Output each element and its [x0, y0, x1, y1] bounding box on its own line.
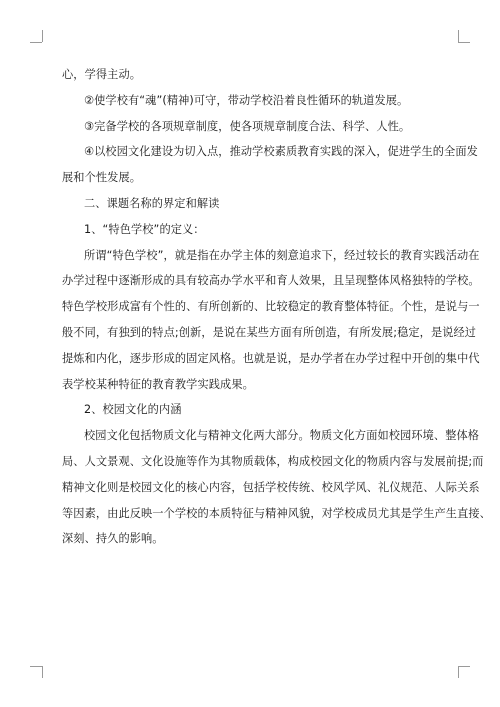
- text-line: 等因素，由此反映一个学校的本质特征与精神风貌，对学校成员尤其是学生产生直接、: [62, 506, 491, 520]
- crop-mark-bottom-right-h: [458, 666, 470, 667]
- text-line: ②使学校有“魂”(精神)可守，带动学校沿着良性循环的轨道发展。: [84, 93, 409, 107]
- subsection-heading: 1、“特色学校”的定义：: [84, 222, 205, 236]
- text-line: 深刻、持久的影响。: [62, 532, 164, 546]
- text-line: 特色学校形成富有个性的、有所创新的、比较稳定的教育整体特征。个性，是说与一: [62, 300, 480, 314]
- text-line: 办学过程中逐渐形成的具有较高办学水平和育人效果，且呈现整体风格独特的学校。: [62, 274, 480, 288]
- text-line: 局、人文景观、文化设施等作为其物质载体，构成校园文化的物质内容与发展前提;而: [62, 454, 484, 468]
- text-line: 校园文化包括物质文化与精神文化两大部分。物质文化方面如校园环境、整体格: [84, 429, 480, 443]
- crop-mark-top-right-h: [458, 42, 470, 43]
- text-line: 所谓“特色学校”，就是指在办学主体的刻意追求下，经过较长的教育实践活动在: [84, 248, 480, 262]
- text-line: 般不同，有独到的特点;创新，是说在某些方面有所创造，有所发展;稳定，是说经过: [62, 325, 477, 339]
- text-line: 精神文化则是校园文化的核心内容，包括学校传统、校风学风、礼仪规范、人际关系: [62, 480, 480, 494]
- text-line: 展和个性发展。: [62, 171, 142, 185]
- subsection-heading: 2、校园文化的内涵: [84, 403, 182, 417]
- text-line: 心，学得主动。: [62, 68, 142, 81]
- crop-mark-bottom-left-v: [42, 666, 43, 678]
- document-body: [62, 62, 491, 552]
- text-line: ④以校园文化建设为切入点，推动学校素质教育实践的深入，促进学生的全面发: [84, 145, 478, 159]
- text-line: 表学校某种特征的教育教学实践成果。: [62, 377, 254, 391]
- crop-mark-top-left-h: [30, 42, 42, 43]
- crop-mark-top-right-v: [458, 30, 459, 42]
- crop-mark-bottom-right-v: [458, 666, 459, 678]
- crop-mark-top-left-v: [42, 30, 43, 42]
- text-line: 提炼和内化，逐步形成的固定风格。也就是说，是办学者在办学过程中开创的集中代: [62, 351, 480, 365]
- section-heading: 二、课题名称的界定和解读: [84, 196, 220, 210]
- text-line: ③完备学校的各项规章制度，使各项规章制度合法、科学、人性。: [84, 119, 411, 133]
- crop-mark-bottom-left-h: [30, 666, 42, 667]
